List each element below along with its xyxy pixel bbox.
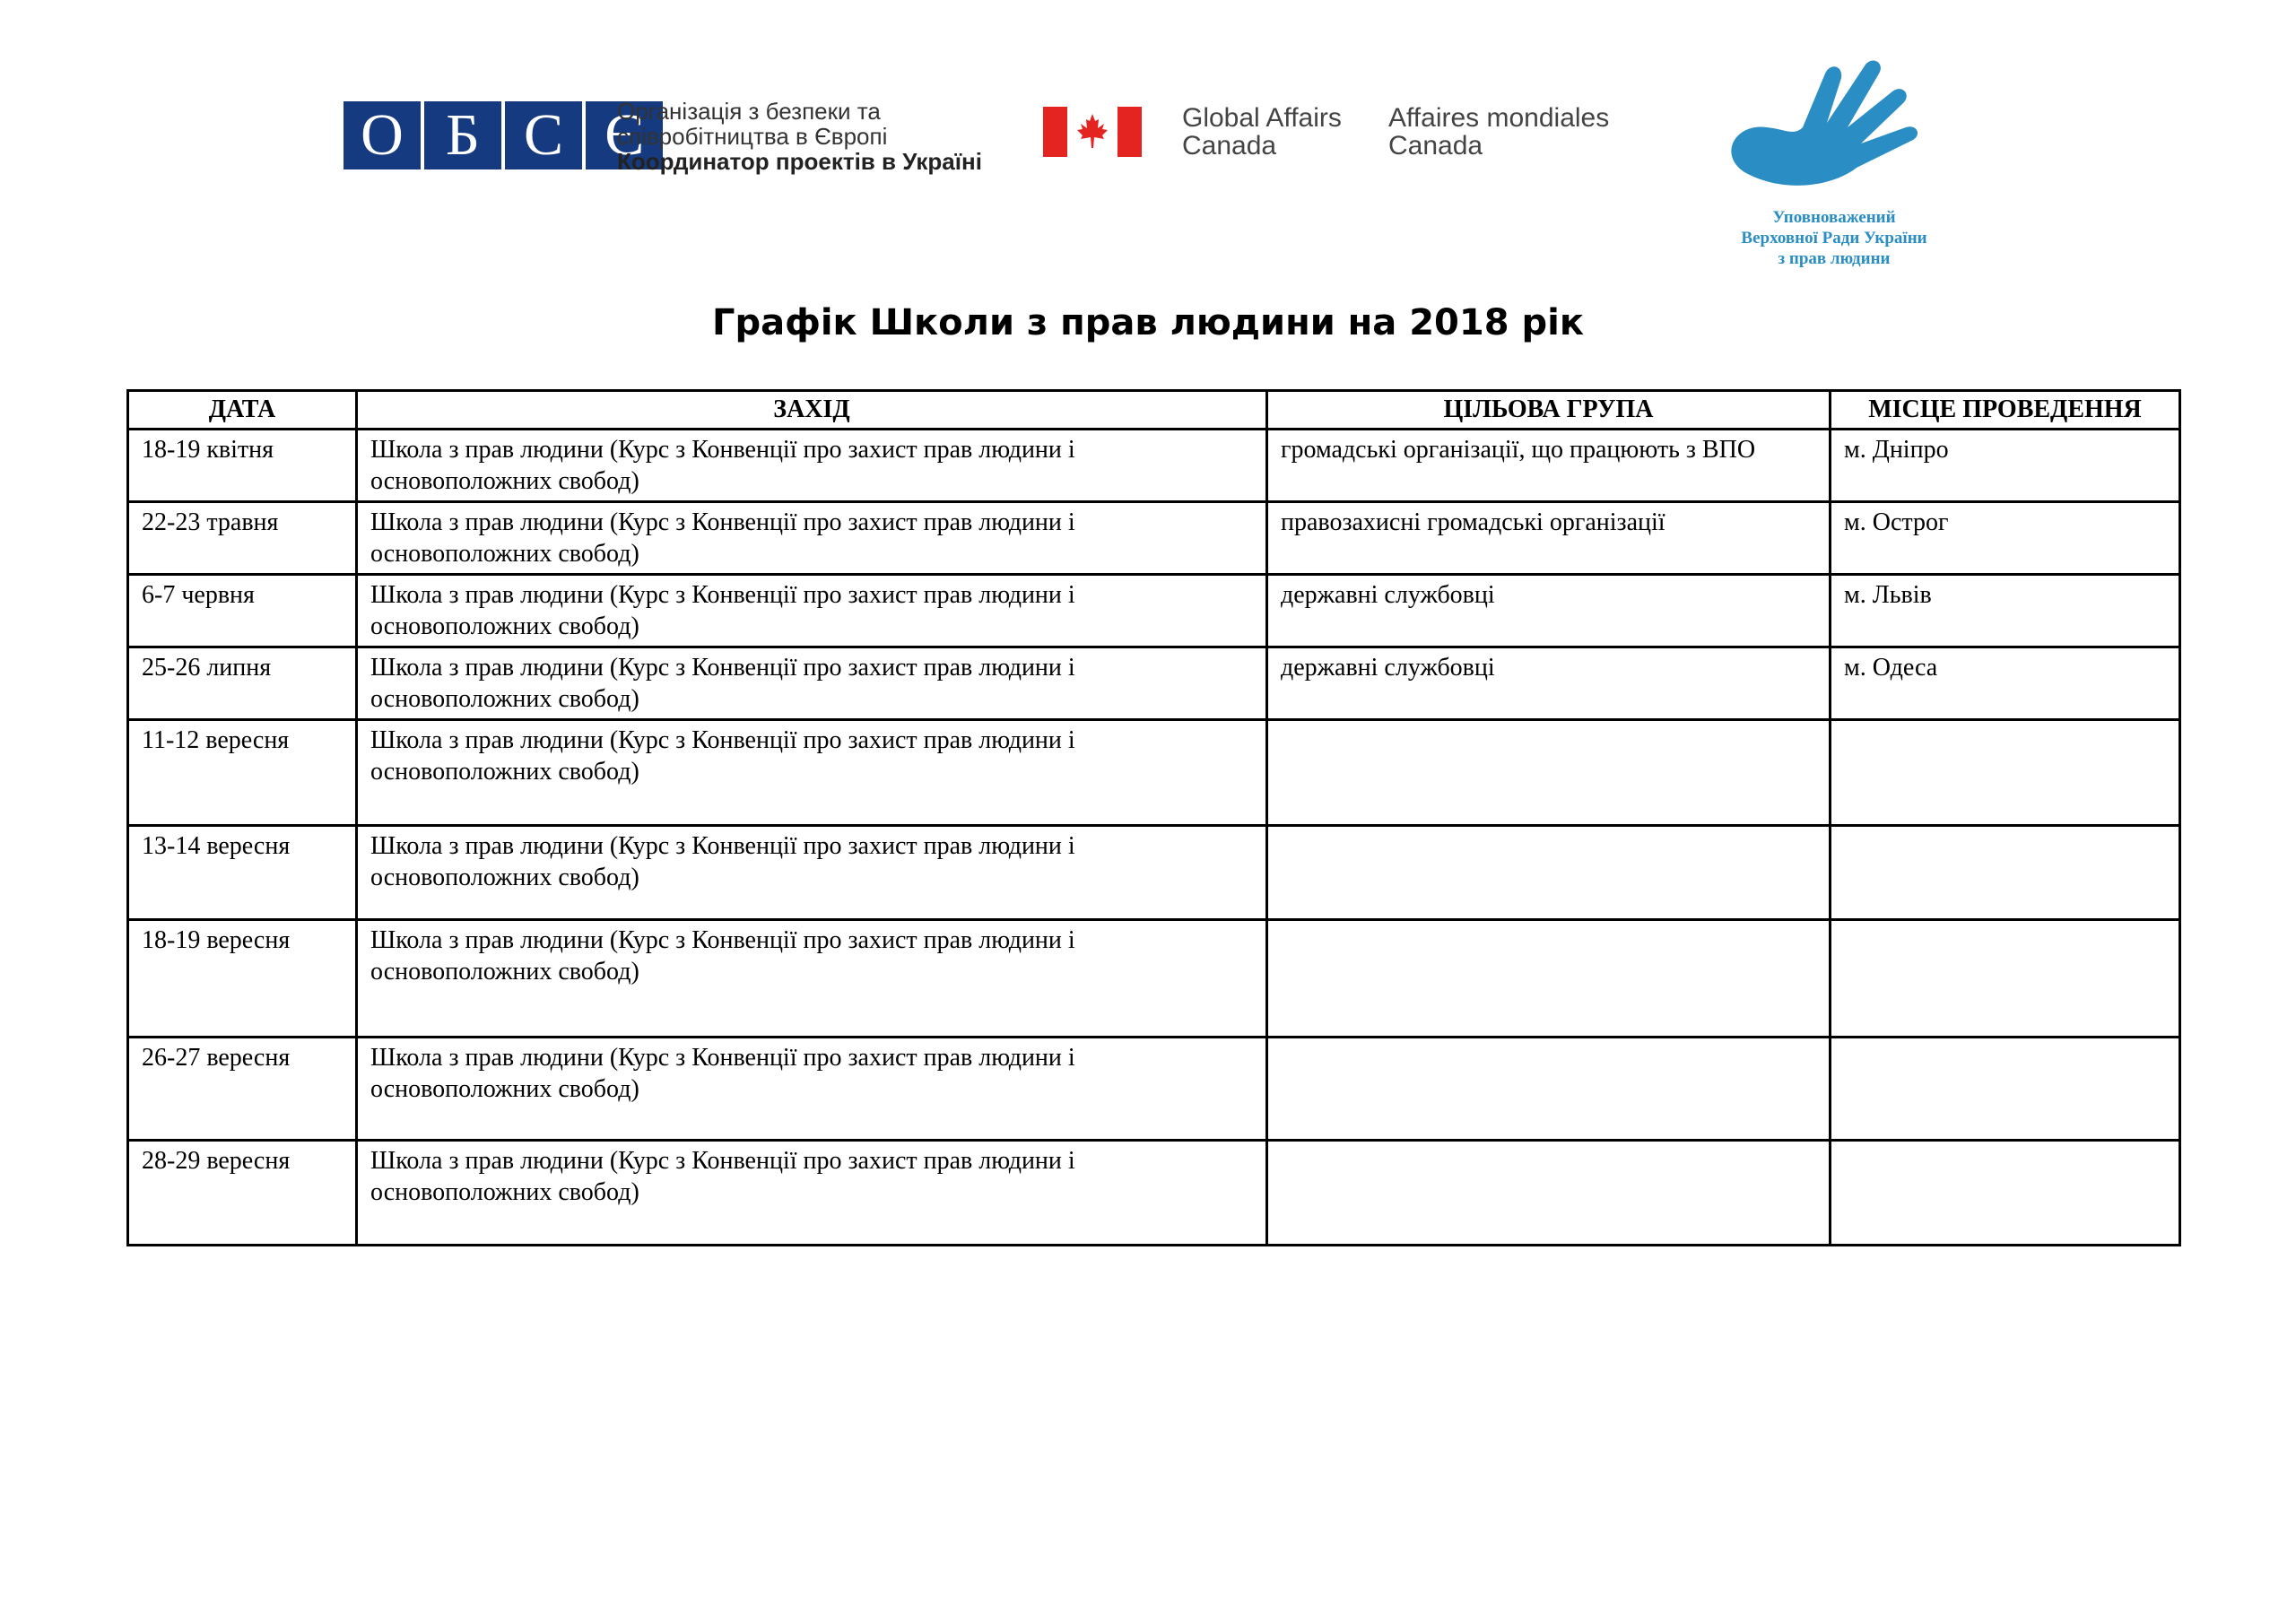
cell-date: 18-19 вересня — [128, 920, 357, 1038]
global-affairs-en-line-1: Global Affairs — [1182, 103, 1342, 133]
cell-event: Школа з прав людини (Курс з Конвенції про захист прав людини і основоположних свобод) — [357, 1141, 1267, 1246]
cell-date: 22-23 травня — [128, 502, 357, 575]
cell-venue — [1831, 1038, 2180, 1141]
cell-target-group — [1267, 920, 1831, 1038]
osce-letter: Є — [586, 101, 663, 169]
table-row — [128, 826, 2180, 920]
schedule-table — [126, 389, 2181, 1246]
cell-target-group: правозахисні громадські організації — [1267, 502, 1831, 575]
cell-venue — [1831, 1141, 2180, 1246]
table-row — [128, 1038, 2180, 1141]
global-affairs-en — [1182, 104, 1342, 160]
table-row — [128, 575, 2180, 647]
cell-venue: м. Одеса — [1831, 647, 2180, 720]
global-affairs-fr-line-2: Canada — [1388, 131, 1483, 161]
cell-date: 6-7 червня — [128, 575, 357, 647]
table-row — [128, 720, 2180, 826]
maple-leaf-icon — [1074, 112, 1110, 152]
column-header-date: ДАТА — [128, 391, 357, 430]
cell-event: Школа з прав людини (Курс з Конвенції про захист прав людини і основоположних свобод) — [357, 647, 1267, 720]
page-title: Графік Школи з прав людини на 2018 рік — [712, 302, 1584, 343]
cell-event: Школа з прав людини (Курс з Конвенції про захист прав людини і основоположних свобод) — [357, 575, 1267, 647]
cell-venue: м. Дніпро — [1831, 430, 2180, 502]
table-row — [128, 430, 2180, 502]
cell-event: Школа з прав людини (Курс з Конвенції про захист прав людини і основоположних свобод) — [357, 920, 1267, 1038]
table-header-row — [128, 391, 2180, 430]
table-row — [128, 502, 2180, 575]
cell-event: Школа з прав людини (Курс з Конвенції про захист прав людини і основоположних свобод) — [357, 502, 1267, 575]
osce-line-2: співробітництва в Європі — [617, 123, 888, 150]
canada-flag-icon — [1043, 107, 1142, 157]
ombudsman-logo-text — [1691, 207, 1978, 269]
global-affairs-fr-line-1: Affaires mondiales — [1388, 103, 1610, 133]
table-row — [128, 920, 2180, 1038]
cell-event: Школа з прав людини (Курс з Конвенції про захист прав людини і основоположних свобод) — [357, 826, 1267, 920]
table-row — [128, 1141, 2180, 1246]
cell-event: Школа з прав людини (Курс з Конвенції про захист прав людини і основоположних свобод) — [357, 430, 1267, 502]
osce-line-1: Організація з безпеки та — [617, 98, 881, 125]
cell-date: 11-12 вересня — [128, 720, 357, 826]
cell-target-group — [1267, 826, 1831, 920]
global-affairs-fr — [1388, 104, 1609, 160]
table-row — [128, 647, 2180, 720]
cell-target-group: державні службовці — [1267, 575, 1831, 647]
global-affairs-en-line-2: Canada — [1182, 131, 1277, 161]
osce-logo — [344, 101, 663, 169]
ombudsman-line-2: Верховної Ради України — [1741, 229, 1927, 248]
cell-target-group: державні службовці — [1267, 647, 1831, 720]
osce-letter: С — [505, 101, 582, 169]
column-header-venue: МІСЦЕ ПРОВЕДЕННЯ — [1831, 391, 2180, 430]
ombudsman-hand-icon — [1700, 38, 1969, 208]
osce-line-3: Координатор проектів в Україні — [617, 148, 982, 175]
cell-venue — [1831, 720, 2180, 826]
ombudsman-line-3: з прав людини — [1778, 249, 1891, 268]
cell-venue — [1831, 826, 2180, 920]
cell-date: 26-27 вересня — [128, 1038, 357, 1141]
cell-date: 13-14 вересня — [128, 826, 357, 920]
cell-date: 18-19 квітня — [128, 430, 357, 502]
cell-event: Школа з прав людини (Курс з Конвенції про захист прав людини і основоположних свобод) — [357, 720, 1267, 826]
osce-org-name — [617, 99, 982, 174]
cell-target-group: громадські організації, що працюють з ВПО — [1267, 430, 1831, 502]
cell-target-group — [1267, 1141, 1831, 1246]
column-header-target-group: ЦІЛЬОВА ГРУПА — [1267, 391, 1831, 430]
osce-letter: Б — [424, 101, 501, 169]
ombudsman-line-1: Уповноважений — [1772, 208, 1896, 227]
cell-date: 25-26 липня — [128, 647, 357, 720]
cell-venue: м. Острог — [1831, 502, 2180, 575]
cell-date: 28-29 вересня — [128, 1141, 357, 1246]
cell-venue — [1831, 920, 2180, 1038]
cell-target-group — [1267, 720, 1831, 826]
cell-event: Школа з прав людини (Курс з Конвенції про захист прав людини і основоположних свобод) — [357, 1038, 1267, 1141]
cell-target-group — [1267, 1038, 1831, 1141]
osce-letter: О — [344, 101, 421, 169]
column-header-event: ЗАХІД — [357, 391, 1267, 430]
cell-venue: м. Львів — [1831, 575, 2180, 647]
